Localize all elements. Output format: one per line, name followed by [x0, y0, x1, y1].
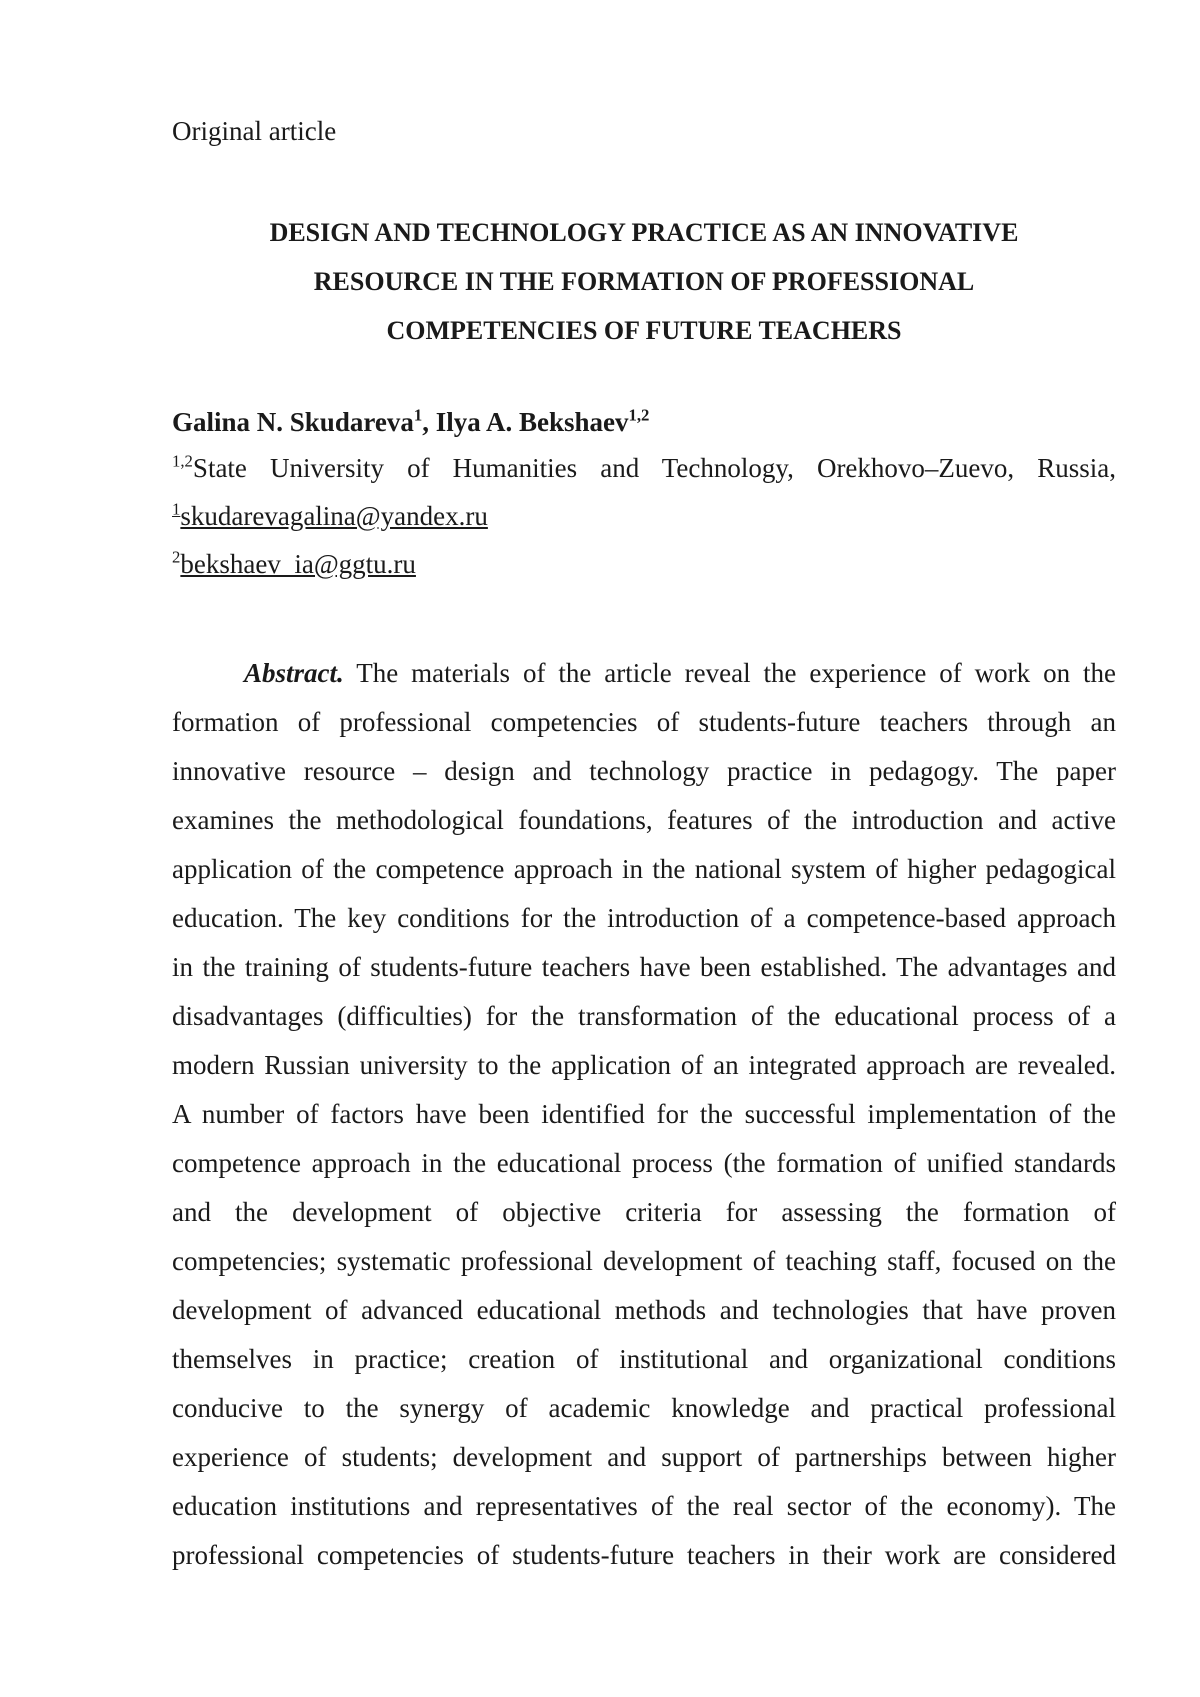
email-line — [172, 498, 1116, 534]
article-title — [172, 208, 1116, 355]
author-list — [172, 404, 649, 440]
article-type-label: Original article — [172, 116, 337, 146]
abstract-line: experience of students; development and support of partnerships between higher — [172, 1442, 1116, 1472]
title-line: COMPETENCIES OF FUTURE TEACHERS — [386, 316, 902, 345]
abstract-line: in the training of students-future teachers have been established. The advantages and — [172, 952, 1116, 982]
abstract-text: The materials of the article reveal the experience of work on the — [343, 658, 1116, 688]
abstract-line: examines the methodological foundations, features of the introduction and active — [172, 805, 1116, 835]
abstract-line: education. The key conditions for the introduction of a competence-based approach — [172, 903, 1116, 933]
email-line — [172, 546, 1116, 582]
affiliation — [172, 450, 1116, 486]
abstract-line: disadvantages (difficulties) for the transformation of the educational process of a — [172, 1001, 1116, 1031]
abstract — [172, 649, 1116, 1580]
email-mark: 2 — [172, 547, 181, 567]
abstract-line: competencies; systematic professional development of teaching staff, focused on the — [172, 1246, 1116, 1276]
email-link[interactable]: skudarevagalina@yandex.ru — [180, 501, 488, 531]
abstract-line: themselves in practice; creation of institutional and organizational conditions — [172, 1344, 1116, 1374]
author-affiliation-mark: 1,2 — [628, 405, 650, 425]
abstract-line: education institutions and representatives of the real sector of the economy). The — [172, 1491, 1116, 1521]
abstract-line: development of advanced educational methods and technologies that have proven — [172, 1295, 1116, 1325]
affiliation-text: State University of Humanities and Technology, Orekhovo–Zuevo, Russia, — [192, 453, 1116, 483]
abstract-line: innovative resource – design and technology practice in pedagogy. The paper — [172, 756, 1116, 786]
abstract-line: competence approach in the educational process (the formation of unified standards — [172, 1148, 1116, 1178]
abstract-line: A number of factors have been identified for the successful implementation of the — [172, 1099, 1116, 1129]
author-affiliation-mark: 1 — [413, 405, 423, 425]
abstract-line: and the development of objective criteria for assessing the formation of — [172, 1197, 1116, 1227]
abstract-line: modern Russian university to the application of an integrated approach are revealed. — [172, 1050, 1116, 1080]
email-link[interactable]: bekshaev_ia@ggtu.ru — [180, 549, 416, 579]
author-separator: , — [422, 407, 436, 437]
abstract-label: Abstract. — [244, 658, 344, 688]
abstract-line: application of the competence approach in the national system of higher pedagogical — [172, 854, 1116, 884]
title-line: RESOURCE IN THE FORMATION OF PROFESSIONAL — [313, 267, 975, 296]
abstract-line: formation of professional competencies of students-future teachers through an — [172, 707, 1116, 737]
author-name: Galina N. Skudareva — [172, 407, 414, 437]
abstract-line: conducive to the synergy of academic knowledge and practical professional — [172, 1393, 1116, 1423]
email-mark: 1 — [172, 499, 181, 519]
affiliation-mark: 1,2 — [172, 451, 193, 471]
abstract-line — [172, 649, 1116, 698]
abstract-line: professional competencies of students-future teachers in their work are considered — [172, 1540, 1116, 1570]
title-line: DESIGN AND TECHNOLOGY PRACTICE AS AN INNOVATIVE — [269, 218, 1019, 247]
author-name: Ilya A. Bekshaev — [435, 407, 629, 437]
